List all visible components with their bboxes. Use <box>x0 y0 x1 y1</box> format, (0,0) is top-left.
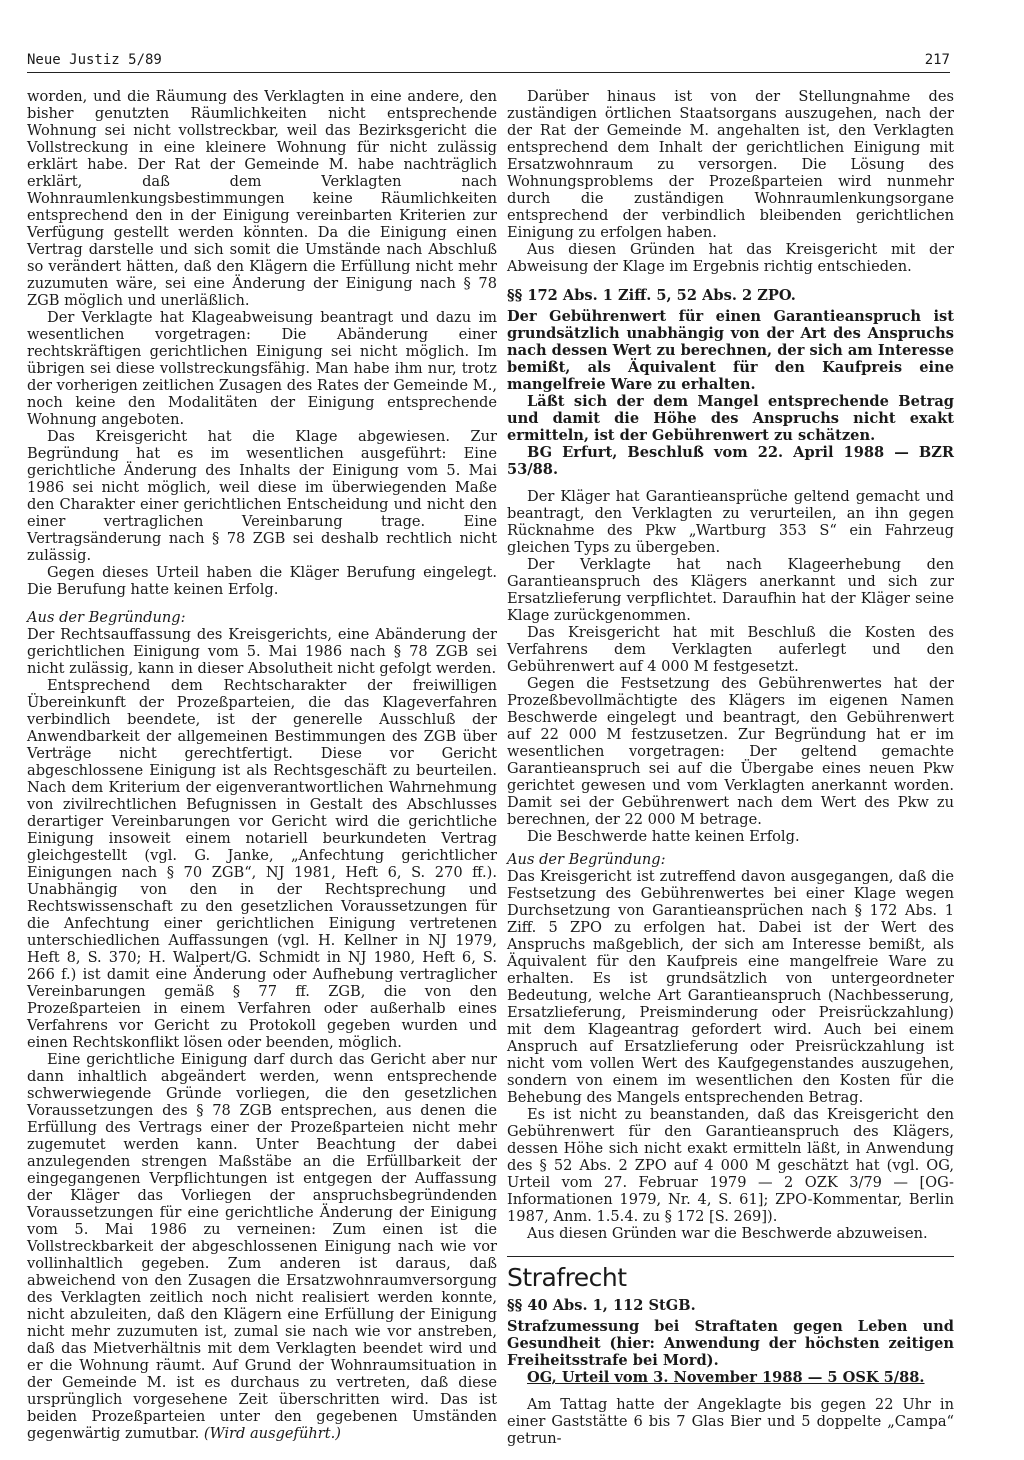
section-divider <box>507 1256 954 1257</box>
headnote: Strafzumessung bei Straftaten gegen Leben und Gesundheit (hier: Anwendung der höchsten zeitigen Freiheitsstrafe bei Mord). <box>507 1318 954 1369</box>
subheading-reasoning: Aus der Begründung: <box>507 851 666 868</box>
paragraph-text: Eine gerichtliche Einigung darf durch das Gericht aber nur dann inhaltlich abgeändert werden, wenn entsprechende schwerwiegende Gründe vorliegen, die den gesetzlichen Voraussetzungen des § 78 ZGB entsprechen, aus denen die Erfüllung des Vertrags einer der Prozeßparteien nicht mehr zugemutet werden kann. Unter Beachtung der dabei anzulegenden strengen Maßstäbe an die Erfüllbarkeit der eingegangenen Verpflichtungen ist entgegen der Auffassung der Kläger das Vorliegen der anspruchsbegründenden Voraussetzungen für eine gerichtliche Änderung der Einigung vom 5. Mai 1986 zu verneinen: Zum einen ist die Vollstreckbarkeit der abgeschlossenen Einigung nach wie vor vollinhaltlich gegeben. Zum anderen ist daraus, daß abweichend von den Zusagen die Ersatzwohnraumversorgung des Verklagten zeitlich noch nicht realisiert werden konnte, nicht abzuleiten, daß den Klägern eine Erfüllung der Einigung nicht mehr zuzumuten ist, zumal sie nach wie vor anstreben, daß das Mietverhältnis mit dem Verklagten beendet wird und er die Wohnung räumt. Auf Grund der Wohnraumsituation in der Gemeinde M. ist es durchaus zu vertreten, daß diese ursprünglich vorgesehene Zeit überschritten wird. Das ist beiden Prozeßparteien unter den gegebenen Umständen gegenwärtig zumutbar. <box>27 1051 497 1442</box>
section-title: Strafrecht <box>507 1263 627 1292</box>
paragraph <box>27 1051 497 1442</box>
paragraph: worden, und die Räumung des Verklagten in eine andere, den bisher genutzten Räumlichkeiten nicht entsprechende Wohnung sei nicht vollstreckbar, weil das Bezirksgericht die Vollstreckung in eine kleinere Wohnung für nicht zulässig erklärt habe. Der Rat der Gemeinde M. habe nachträglich erklärt, daß dem Verklagten nach Wohnraumlenkungsbestimmungen keine Räumlichkeiten entsprechend den in der Einigung vereinbarten Kriterien zur Verfügung gestellt werden könnten. Da die Einigung einen Vertrag darstelle und sich somit die Umstände nach Abschluß so verändert hätten, daß den Klägern die Erfüllung nicht mehr zuzumuten wäre, sei eine Änderung der Einigung nach § 78 ZGB möglich und unerläßlich. <box>27 88 497 309</box>
paragraph: Der Verklagte hat nach Klageerhebung den Garantieanspruch des Klägers anerkannt und sich zur Ersatzlieferung verpflichtet. Daraufhin hat der Kläger seine Klage zurückgenommen. <box>507 556 954 624</box>
headnote: Der Gebührenwert für einen Garantieanspruch ist grundsätzlich unabhängig von der Art des Anspruchs nach dessen Wert zu berechnen, der sich am Interesse bemißt, als Äquivalent für den Kaufpreis eine mangelfreie Ware zu erhalten. <box>507 308 954 393</box>
page-header <box>27 46 950 73</box>
paragraph: Gegen dieses Urteil haben die Kläger Berufung eingelegt. Die Berufung hatte keinen Erfolg. <box>27 564 497 598</box>
norm-citation: §§ 172 Abs. 1 Ziff. 5, 52 Abs. 2 ZPO. <box>507 287 796 304</box>
paragraph: Entsprechend dem Rechtscharakter der freiwilligen Übereinkunft der Prozeßparteien, die das Klageverfahren verbindlich beendete, ist der generelle Ausschluß der Anwendbarkeit der allgemeinen Bestimmungen des ZGB über Verträge nicht gerechtfertigt. Diese vor Gericht abgeschlossene Einigung ist als Rechtsgeschäft zu beurteilen. Nach dem Kriterium der eigenverantwortlichen Wahrnehmung von zivilrechtlichen Befugnissen in Gestalt des Abschlusses derartiger Vereinbarungen vor Gericht wird die gerichtliche Einigung insoweit einem notariell beurkundeten Vertrag gleichgestellt (vgl. G. Janke, „Anfechtung gerichtlicher Einigungen nach § 70 ZGB“, NJ 1981, Heft 6, S. 270 ff.). Unabhängig von den in der Rechtsprechung und Rechtswissenschaft zu den gesetzlichen Voraussetzungen für die Anfechtung einer gerichtlichen Einigung vertretenen unterschiedlichen Auffassungen (vgl. H. Kellner in NJ 1979, Heft 8, S. 370; H. Walpert/G. Schmidt in NJ 1980, Heft 6, S. 266 f.) ist damit eine Änderung oder Aufhebung vertraglicher Vereinbarungen gemäß § 77 ff. ZGB, die von den Prozeßparteien in einem Verfahren oder außerhalb eines Verfahrens vor Gericht zu Protokoll gegeben wurden und einen Rechtskonflikt lösen oder beenden, möglich. <box>27 677 497 1051</box>
headnote: Läßt sich der dem Mangel entsprechende Betrag und damit die Höhe des Anspruchs nicht exakt ermitteln, ist der Gebührenwert zu schätzen. <box>507 393 954 444</box>
page-number: 217 <box>924 52 950 68</box>
paragraph: Aus diesen Gründen hat das Kreisgericht mit der Abweisung der Klage im Ergebnis richtig entschieden. <box>507 241 954 275</box>
subheading-reasoning: Aus der Begründung: <box>27 609 186 626</box>
left-column <box>27 88 497 1442</box>
paragraph: Gegen die Festsetzung des Gebührenwertes hat der Prozeßbevollmächtigte des Klägers im eigenen Namen Beschwerde eingelegt und beantragt, den Gebührenwert auf 22 000 M festzusetzen. Zur Begründung hat er im wesentlichen vorgetragen: Der geltend gemachte Garantieanspruch sei auf die Übergabe eines neuen Pkw gerichtet gewesen und vom Verklagten anerkannt worden. Damit sei der Gebührenwert nach dem Wert des Pkw zu berechnen, der 22 000 M betrage. <box>507 675 954 828</box>
right-column <box>507 88 954 1447</box>
paragraph: Das Kreisgericht hat mit Beschluß die Kosten des Verfahrens dem Verklagten auferlegt und den Gebührenwert auf 4 000 M festgesetzt. <box>507 624 954 675</box>
norm-citation: §§ 40 Abs. 1, 112 StGB. <box>507 1297 696 1314</box>
paragraph: Es ist nicht zu beanstanden, daß das Kreisgericht den Gebührenwert für den Garantieanspruch des Klägers, dessen Höhe sich nicht exakt ermitteln läßt, in Anwendung des § 52 Abs. 2 ZPO auf 4 000 M geschätzt hat (vgl. OG, Urteil vom 27. Februar 1979 — 2 OZK 3/79 — [OG-Informationen 1979, Nr. 4, S. 61]; ZPO-Kommentar, Berlin 1987, Anm. 1.5.4. zu § 172 [S. 269]). <box>507 1106 954 1225</box>
court-citation: OG, Urteil vom 3. November 1988 — 5 OSK 5/88. <box>527 1369 925 1386</box>
paragraph: Das Kreisgericht hat die Klage abgewiesen. Zur Begründung hat es im wesentlichen ausgeführt: Eine gerichtliche Änderung des Inhalts der Einigung vom 5. Mai 1986 sei nicht möglich, weil diese im überwiegenden Maße den Charakter einer gerichtlichen Entscheidung und nicht den einer vertraglichen Vereinbarung trage. Eine Vertragsänderung nach § 78 ZGB sei deshalb rechtlich nicht zulässig. <box>27 428 497 564</box>
paragraph: Am Tattag hatte der Angeklagte bis gegen 22 Uhr in einer Gaststätte 6 bis 7 Glas Bier und 5 doppelte „Campa“ getrun- <box>507 1396 954 1447</box>
paragraph: Der Kläger hat Garantieansprüche geltend gemacht und beantragt, den Verklagten zu verurteilen, an ihn gegen Rücknahme des Pkw „Wartburg 353 S“ ein Fahrzeug gleichen Typs zu übergeben. <box>507 488 954 556</box>
paragraph: Die Beschwerde hatte keinen Erfolg. <box>527 828 800 845</box>
paragraph: Der Verklagte hat Klageabweisung beantragt und dazu im wesentlichen vorgetragen: Die Abänderung einer rechtskräftigen gerichtlichen Einigung sei nicht möglich. Im übrigen sei diese vollstreckungsfähig. Man habe ihm nur, trotz der vorherigen zeitlichen Zusagen des Rates der Gemeinde M., noch keine den Modalitäten der Einigung entsprechende Wohnung angeboten. <box>27 309 497 428</box>
continuation-note: (Wird ausgeführt.) <box>203 1425 341 1442</box>
paragraph: Der Rechtsauffassung des Kreisgerichts, eine Abänderung der gerichtlichen Einigung vom 5. Mai 1986 nach § 78 ZGB sei nicht zulässig, kann in dieser Absolutheit nicht gefolgt werden. <box>27 626 497 677</box>
journal-title: Neue Justiz 5/89 <box>27 52 162 68</box>
paragraph: Aus diesen Gründen war die Beschwerde abzuweisen. <box>527 1225 928 1242</box>
paragraph: Das Kreisgericht ist zutreffend davon ausgegangen, daß die Festsetzung des Gebührenwertes bei einer Klage wegen Durchsetzung von Garantieansprüchen nach § 172 Abs. 1 Ziff. 5 ZPO zu erfolgen hat. Dabei ist der Wert des Anspruchs maßgeblich, der sich am Interesse bemißt, als Äquivalent für den Kaufpreis eine mangelfreie Ware zu erhalten. Es ist grundsätzlich von untergeordneter Bedeutung, welche Art Garantieanspruch (Nachbesserung, Ersatzlieferung, Preisminderung oder Preisrückzahlung) mit dem Klageantrag gefordert wird. Auch bei einem Anspruch auf Ersatzlieferung oder Preisrückzahlung ist nicht vom vollen Wert des Kaufgegenstandes auszugehen, sondern von einem im wesentlichen den Kosten für die Behebung des Mangels entsprechenden Betrag. <box>507 868 954 1106</box>
paragraph: Darüber hinaus ist von der Stellungnahme des zuständigen örtlichen Staatsorgans auszugehen, nach der der Rat der Gemeinde M. angehalten ist, den Verklagten entsprechend dem Inhalt der gerichtlichen Einigung mit Ersatzwohnraum zu versorgen. Die Lösung des Wohnungsproblems der Prozeßparteien wird nunmehr durch die zuständigen Wohnraumlenkungsorgane entsprechend der verbindlich bleibenden gerichtlichen Einigung zu erfolgen haben. <box>507 88 954 241</box>
court-citation: BG Erfurt, Beschluß vom 22. April 1988 — BZR 53/88. <box>507 444 954 478</box>
